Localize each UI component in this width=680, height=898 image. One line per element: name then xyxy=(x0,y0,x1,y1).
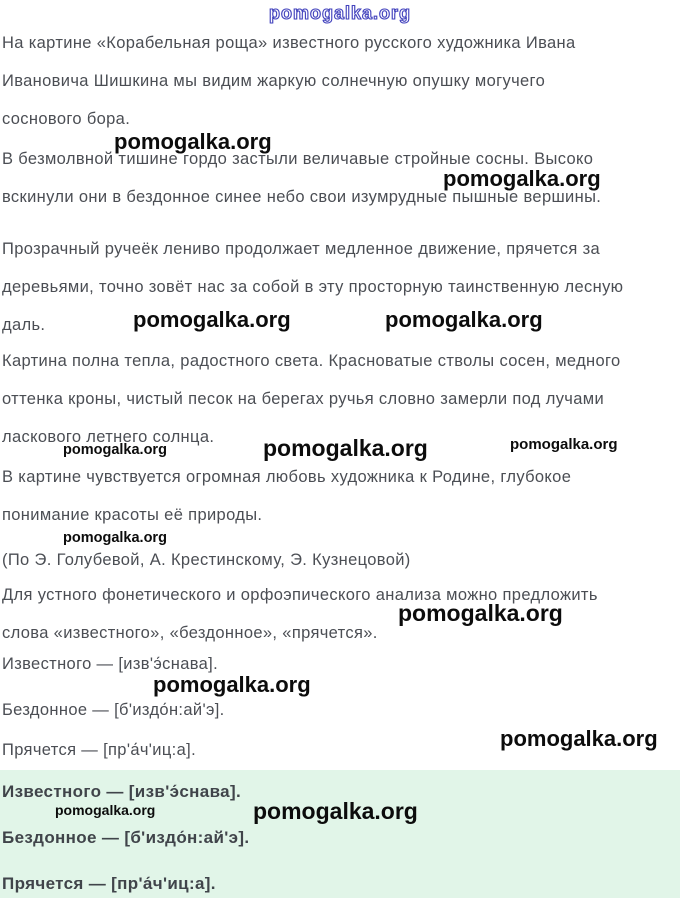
watermark: pomogalka.org xyxy=(153,672,311,697)
attribution-line: (По Э. Голубевой, А. Крестинскому, Э. Кузнецовой) xyxy=(2,551,411,569)
paragraph-love xyxy=(2,458,678,534)
text-line: В безмолвной тишине гордо застыли величавые стройные сосны. Высоко xyxy=(2,150,594,168)
watermark: pomogalka.org xyxy=(253,798,418,824)
watermark-outline: pomogalka.org xyxy=(268,3,411,23)
text-line: Ивановича Шишкина мы видим жаркую солнечную опушку могучего xyxy=(2,72,546,90)
text-line: соснового бора. xyxy=(2,110,131,128)
text-line: деревьями, точно зовёт нас за собой в эту просторную таинственную лесную xyxy=(2,278,624,296)
watermark: pomogalka.org xyxy=(443,166,601,191)
watermark: pomogalka.org xyxy=(63,530,167,546)
answer-bezdonnoe: Бездонное — [б'издо́н:ай'э]. xyxy=(2,828,250,847)
text-line: оттенка кроны, чистый песок на берегах ручья словно замерли под лучами xyxy=(2,390,605,408)
text-line: Прозрачный ручеёк лениво продолжает медленное движение, прячется за xyxy=(2,240,601,258)
transcription-pryachetsya: Прячется — [пр'а́ч'иц:а]. xyxy=(2,741,197,759)
watermark: pomogalka.org xyxy=(133,307,291,332)
text-line: вскинули они в бездонное синее небо свои изумрудные пышные вершины. xyxy=(2,188,602,206)
text-line: В картине чувствуется огромная любовь художника к Родине, глубокое xyxy=(2,468,572,486)
watermark: pomogalka.org xyxy=(63,442,167,458)
text-line: слова «известного», «бездонное», «прячется». xyxy=(2,624,378,642)
answer-pryachetsya: Прячется — [пр'а́ч'иц:а]. xyxy=(2,874,216,893)
watermark: pomogalka.org xyxy=(263,435,428,461)
watermark: pomogalka.org xyxy=(398,600,563,626)
text-line: ласкового летнего солнца. xyxy=(2,428,215,446)
watermark: pomogalka.org xyxy=(510,436,618,453)
watermark: pomogalka.org xyxy=(385,307,543,332)
text-line: Для устного фонетического и орфоэпического анализа можно предложить xyxy=(2,586,598,604)
watermark: pomogalka.org xyxy=(500,726,658,751)
transcription-bezdonnoe: Бездонное — [б'издо́н:ай'э]. xyxy=(2,701,225,719)
text-line: На картине «Корабельная роща» известного русского художника Ивана xyxy=(2,34,576,52)
watermark: pomogalka.org xyxy=(55,802,156,818)
answer-izvestnogo: Известного — [изв'э́снава]. xyxy=(2,782,242,801)
answer-box xyxy=(0,770,680,898)
text-line: Картина полна тепла, радостного света. Красноватые стволы сосен, медного xyxy=(2,352,621,370)
paragraph-task xyxy=(2,576,678,652)
paragraph-intro xyxy=(2,24,678,138)
paragraph-stream xyxy=(2,230,678,344)
transcription-izvestnogo: Известного — [изв'э́снава]. xyxy=(2,655,219,673)
text-line: даль. xyxy=(2,316,46,334)
text-line: понимание красоты её природы. xyxy=(2,506,263,524)
watermark: pomogalka.org xyxy=(114,129,272,154)
